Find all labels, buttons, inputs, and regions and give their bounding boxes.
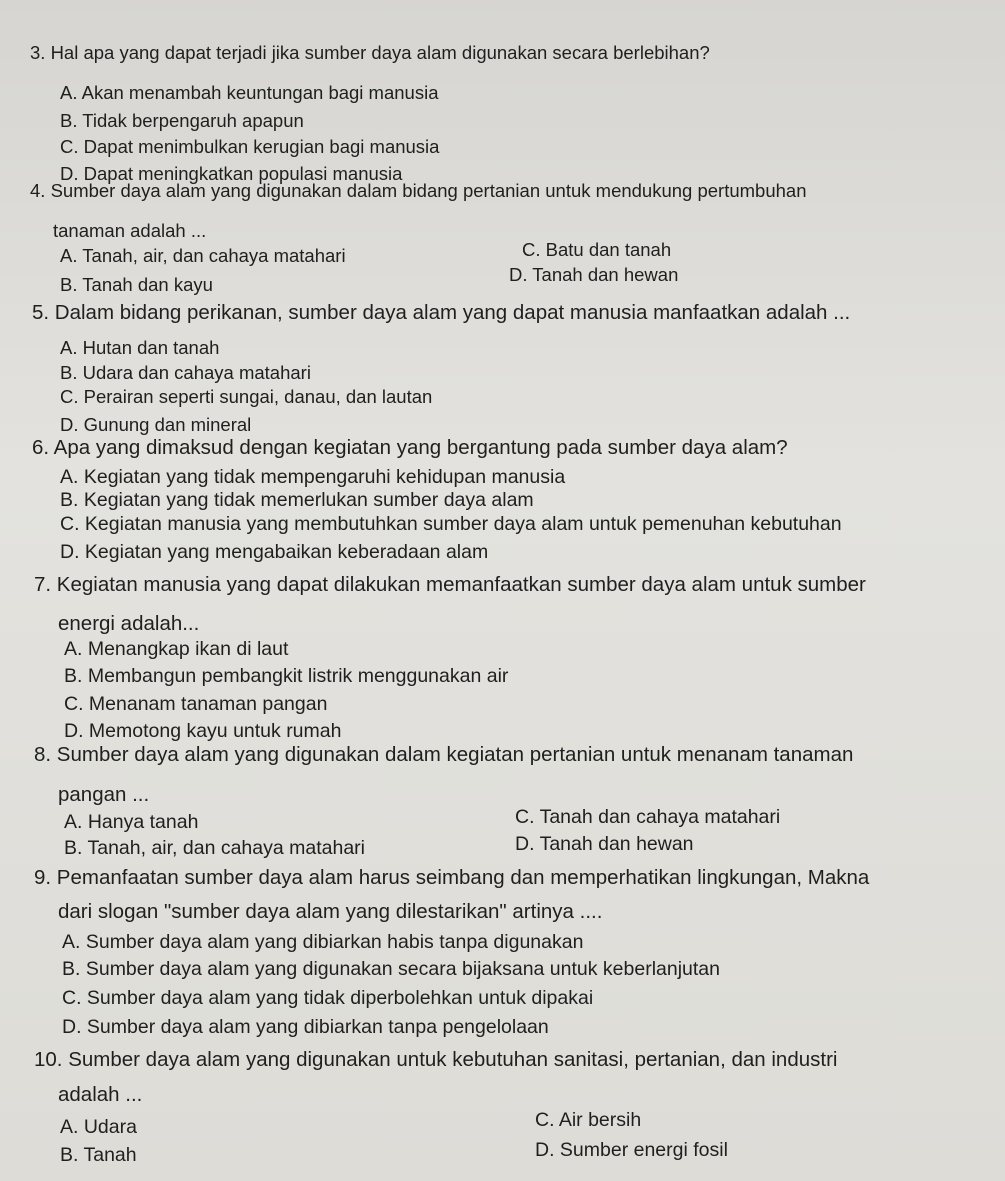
question-10-text: 10. Sumber daya alam yang digunakan untuk kebutuhan sanitasi, pertanian, dan industri xyxy=(34,1048,838,1071)
q5-option-b: B. Udara dan cahaya matahari xyxy=(60,362,311,383)
q5-option-d: D. Gunung dan mineral xyxy=(60,414,252,435)
question-3-text: 3. Hal apa yang dapat terjadi jika sumber daya alam digunakan secara berlebihan? xyxy=(30,42,710,63)
q10-option-d: D. Sumber energi fosil xyxy=(535,1139,728,1161)
q3-option-b: B. Tidak berpengaruh apapun xyxy=(60,110,304,131)
q6-option-d: D. Kegiatan yang mengabaikan keberadaan alam xyxy=(60,541,489,563)
question-4-text-cont: tanaman adalah ... xyxy=(53,220,207,241)
q5-option-a: A. Hutan dan tanah xyxy=(60,337,220,358)
q7-option-a: A. Menangkap ikan di laut xyxy=(64,638,289,660)
question-8-text-cont: pangan ... xyxy=(58,783,150,806)
q10-option-c: C. Air bersih xyxy=(535,1109,642,1131)
question-7-text: 7. Kegiatan manusia yang dapat dilakukan memanfaatkan sumber daya alam untuk sumber xyxy=(34,573,866,596)
q7-option-c: C. Menanam tanaman pangan xyxy=(64,693,328,715)
q4-option-b: B. Tanah dan kayu xyxy=(60,274,213,295)
question-10-text-cont: adalah ... xyxy=(58,1083,143,1106)
q8-option-d: D. Tanah dan hewan xyxy=(515,833,694,855)
question-9-text: 9. Pemanfaatan sumber daya alam harus seimbang dan memperhatikan lingkungan, Makna xyxy=(34,866,870,889)
q9-option-c: C. Sumber daya alam yang tidak diperbolehkan untuk dipakai xyxy=(62,987,594,1009)
q5-option-c: C. Perairan seperti sungai, danau, dan lautan xyxy=(60,386,433,407)
question-9-text-cont: dari slogan "sumber daya alam yang dilestarikan" artinya .... xyxy=(58,900,603,923)
question-6-text: 6. Apa yang dimaksud dengan kegiatan yang bergantung pada sumber daya alam? xyxy=(32,436,788,459)
q10-option-a: A. Udara xyxy=(60,1116,137,1138)
q8-option-c: C. Tanah dan cahaya matahari xyxy=(515,806,781,828)
q3-option-d: D. Dapat meningkatkan populasi manusia xyxy=(60,163,403,184)
q6-option-a: A. Kegiatan yang tidak mempengaruhi kehidupan manusia xyxy=(60,466,566,488)
q3-option-c: C. Dapat menimbulkan kerugian bagi manusia xyxy=(60,136,440,157)
q7-option-d: D. Memotong kayu untuk rumah xyxy=(64,720,342,742)
q10-option-b: B. Tanah xyxy=(60,1144,137,1166)
q4-option-a: A. Tanah, air, dan cahaya matahari xyxy=(60,245,346,266)
question-5-text: 5. Dalam bidang perikanan, sumber daya alam yang dapat manusia manfaatkan adalah ... xyxy=(32,301,851,324)
q9-option-a: A. Sumber daya alam yang dibiarkan habis tanpa digunakan xyxy=(62,931,584,953)
q8-option-a: A. Hanya tanah xyxy=(64,811,199,833)
question-4-text: 4. Sumber daya alam yang digunakan dalam bidang pertanian untuk mendukung pertumbuhan xyxy=(30,180,807,201)
q7-option-b: B. Membangun pembangkit listrik menggunakan air xyxy=(64,665,509,687)
q4-option-c: C. Batu dan tanah xyxy=(522,239,672,260)
q9-option-d: D. Sumber daya alam yang dibiarkan tanpa pengelolaan xyxy=(62,1016,549,1038)
q6-option-c: C. Kegiatan manusia yang membutuhkan sumber daya alam untuk pemenuhan kebutuhan xyxy=(60,513,842,535)
q6-option-b: B. Kegiatan yang tidak memerlukan sumber daya alam xyxy=(60,489,534,511)
q9-option-b: B. Sumber daya alam yang digunakan secara bijaksana untuk keberlanjutan xyxy=(62,958,721,980)
q4-option-d: D. Tanah dan hewan xyxy=(509,264,679,285)
q3-option-a: A. Akan menambah keuntungan bagi manusia xyxy=(60,82,439,103)
q8-option-b: B. Tanah, air, dan cahaya matahari xyxy=(64,837,366,859)
question-8-text: 8. Sumber daya alam yang digunakan dalam kegiatan pertanian untuk menanam tanaman xyxy=(34,743,854,766)
question-7-text-cont: energi adalah... xyxy=(58,612,200,635)
